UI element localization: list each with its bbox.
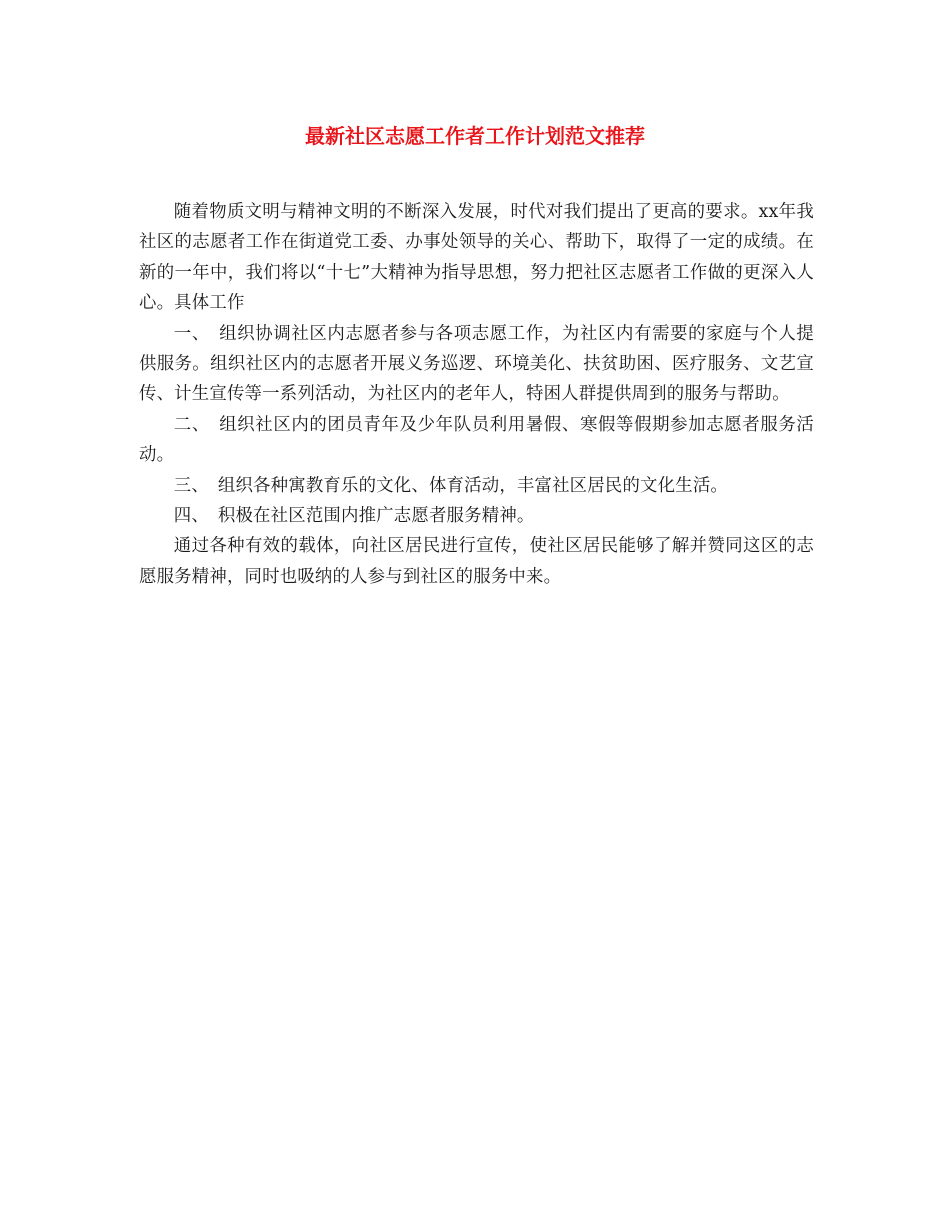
paragraph-item-2: 二、 组织社区内的团员青年及少年队员利用暑假、寒假等假期参加志愿者服务活动。 xyxy=(139,414,814,466)
paragraph-conclusion: 通过各种有效的载体，向社区居民进行宣传，使社区居民能够了解并赞同这区的志愿服务精神，同时也吸纳的人参与到社区的服务中来。 xyxy=(139,536,814,587)
paragraph-intro: 随着物质文明与精神文明的不断深入发展，时代对我们提出了更高的要求。xx年我社区的志愿者工作在街道党工委、办事处领导的关心、帮助下，取得了一定的成绩。在新的一年中，我们将以“十七”大精神为指导思想，努力把社区志愿者工作做的更深入人心。具体工作 xyxy=(139,202,814,314)
document-title: 最新社区志愿工作者工作计划范文推荐 xyxy=(305,124,645,148)
document-body xyxy=(139,197,814,592)
paragraph-item-1: 一、 组织协调社区内志愿者参与各项志愿工作，为社区内有需要的家庭与个人提供服务。组织社区内的志愿者开展义务巡逻、环境美化、扶贫助困、医疗服务、文艺宣传、计生宣传等一系列活动，为社区内的老年人，特困人群提供周到的服务与帮助。 xyxy=(139,323,814,405)
paragraph-item-3: 三、 组织各种寓教育乐的文化、体育活动，丰富社区居民的文化生活。 xyxy=(173,475,729,496)
paragraph-item-4: 四、 积极在社区范围内推广志愿者服务精神。 xyxy=(173,506,535,527)
